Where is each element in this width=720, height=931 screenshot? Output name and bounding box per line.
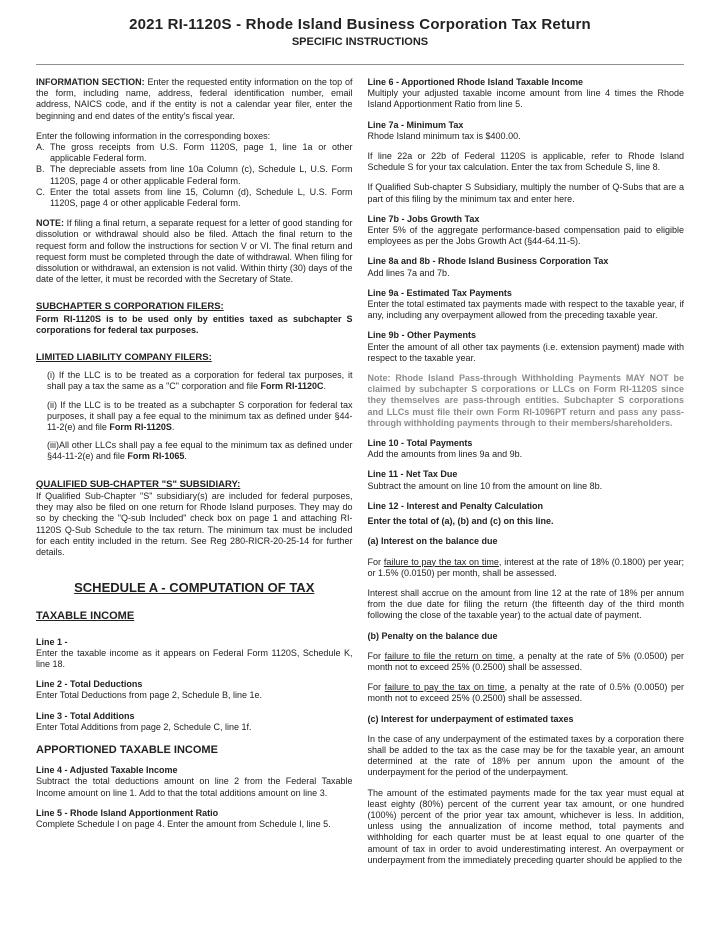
b-para1-underlined: failure to file the return on time [384, 650, 513, 661]
line-5-title: Line 5 - Rhode Island Apportionment Ratio [36, 807, 219, 818]
llc-item-ii-post: . [171, 422, 175, 433]
llc-item-i-post: . [323, 381, 327, 392]
page-subtitle: SPECIFIC INSTRUCTIONS [291, 36, 429, 48]
line-2-title: Line 2 - Total Deductions [36, 679, 143, 690]
llc-item-ii-form: Form RI-1120S [109, 422, 172, 433]
box-item-c-text: Enter the total assets from line 15, Column (d), Schedule L, U.S. Form 1120S, page 4 or other applicable Federal form. [50, 186, 353, 209]
two-column-layout [36, 77, 684, 875]
llc-item-i [36, 370, 353, 392]
line-7b-body: Enter 5% of the aggregate performance-based compensation paid to eligible employees as per the Jobs Growth Act (§44-64.11-5). [367, 225, 684, 247]
line-9b-body: Enter the amount of all other tax payments (i.e. extension payment) made with respect to the taxable year. [367, 341, 684, 363]
schedule-a-heading: SCHEDULE A - COMPUTATION OF TAX [74, 580, 315, 596]
line-10-body: Add the amounts from lines 9a and 9b. [367, 449, 523, 460]
information-section-paragraph [36, 77, 353, 122]
penalty-balance-due-paragraph-2 [368, 682, 685, 704]
interest-balance-due-paragraph-1 [368, 557, 685, 579]
line-9b-title: Line 9b - Other Payments [367, 330, 477, 341]
box-item-b [36, 164, 353, 186]
a-para1-post: , interest at the rate of 18% (0.1800) per year; or 1.5% (0.0150) per month, shall be assessed. [367, 556, 684, 578]
penalty-balance-due-heading: (b) Penalty on the balance due [367, 630, 498, 641]
final-return-note [36, 218, 353, 285]
line-11-body: Subtract the amount on line 10 from the amount on line 8b. [367, 480, 603, 491]
line-5-body: Complete Schedule I on page 4. Enter the amount from Schedule I, line 5. [36, 818, 331, 829]
information-section-lead: INFORMATION SECTION: [36, 77, 145, 87]
line-11-title: Line 11 - Net Tax Due [367, 469, 458, 480]
b-para2-underlined: failure to pay the tax on time [384, 682, 505, 693]
llc-filers-heading: LIMITED LIABILITY COMPANY FILERS: [36, 352, 212, 364]
llc-item-iii-form: Form RI-1065 [127, 451, 185, 462]
final-return-note-text: If filing a final return, a separate request for a letter of good standing for dissolution or withdrawal should also be filed. Attach the final return to the request form and follow the instructions for section V or VI. The final return and request form must be completed through the date of withdrawal. When filing for dissolution or withdrawal, an extension is not valid. Within thirty (30) days of the date of the letter, it must be recorded with the Secretary of State. [36, 218, 353, 285]
line-9a-title: Line 9a - Estimated Tax Payments [367, 287, 512, 298]
line-7a-qsub-paragraph: If Qualified Sub-chapter S Subsidiary, multiply the number of Q-Subs that are a part of this filing by the minimum tax and enter here. [367, 182, 684, 204]
line-8-body: Add lines 7a and 7b. [367, 267, 450, 278]
b-para2-pre: For [367, 682, 385, 693]
information-section-text: Enter the requested entity information on the top of the form, including name, address, federal identification number, email address, NAICS code, and if the entity is not a calendar year filer, enter the beginning and end dates of the entity's fiscal year. [36, 77, 353, 121]
box-item-a [36, 142, 353, 164]
a-para1-underlined: failure to pay the tax on time [383, 556, 499, 567]
line-3-title: Line 3 - Total Additions [36, 710, 135, 721]
page-title: 2021 RI-1120S - Rhode Island Business Corporation Tax Return [129, 16, 591, 33]
line-6-title: Line 6 - Apportioned Rhode Island Taxable Income [367, 77, 584, 87]
left-column [36, 77, 353, 875]
b-para1-post: , a penalty at the rate of 5% (0.0500) per month not to exceed 25% (0.2500) shall be assessed. [367, 650, 684, 672]
subchapter-s-filers-text: Form RI-1120S is to be used only by entities taxed as subchapter S corporations for federal tax purposes. [36, 313, 353, 335]
box-item-c [36, 187, 353, 209]
taxable-income-heading: TAXABLE INCOME [36, 610, 135, 623]
line-2-body: Enter Total Deductions from page 2, Schedule B, line 1e. [36, 690, 262, 701]
b-para2-post: , a penalty at the rate of 0.5% (0.0050) per month not to exceed 25% (0.2500) shall be assessed. [367, 682, 685, 704]
box-item-a-text: The gross receipts from U.S. Form 1120S, page 1, line 1a or other applicable Federal form. [50, 142, 353, 164]
line-1-body: Enter the taxable income as it appears on Federal Form 1120S, Schedule K, line 18. [36, 647, 353, 669]
llc-item-iii-post: . [184, 451, 187, 462]
box-item-b-text: The depreciable assets from line 10a Column (c), Schedule L, U.S. Form 1120S, page 4 or other applicable Federal form. [50, 164, 353, 186]
box-item-a-label: A. [36, 142, 45, 153]
apportioned-taxable-income-heading: APPORTIONED TAXABLE INCOME [36, 743, 218, 756]
line-4-body: Subtract the total deductions amount on line 2 from the Federal Taxable Income amount on line 1. Add to that the total additions amount on line 3. [36, 776, 353, 798]
line-6-body: Multiply your adjusted taxable income amount from line 4 times the Rhode Island Apportionment Ratio from line 5. [367, 88, 684, 110]
llc-item-iii [36, 440, 353, 462]
line-12-title: Line 12 - Interest and Penalty Calculation [367, 500, 544, 511]
box-item-c-label: C. [36, 186, 45, 197]
line-9a-body: Enter the total estimated tax payments made with respect to the taxable year, if any, including any overpayment allowed from the preceding taxable year. [367, 299, 684, 321]
llc-item-i-text: (i) If the LLC is to be treated as a corporation for federal tax purposes, it shall pay a tax the same as a "C" corporation and file [47, 370, 353, 392]
qsub-text: If Qualified Sub-Chapter "S" subsidiary(s) are included for federal purposes, they may also be filed on one return for Rhode Island purposes. They may do so by checking the "Q-sub Included" check box on page 1 and attaching RI-1120S Q-Sub Schedule to the tax return. The minimum tax must be included for each entity included in the return. See Reg 280-RICR-20-25-14 for further details. [36, 490, 353, 557]
underpayment-paragraph-1: In the case of any underpayment of the estimated taxes by a corporation there shall be added to the tax as the case may be for the taxable year, an amount determined at the rate of 18% per annum upon the amount of the underpayment for the period of the underpayment. [367, 733, 684, 778]
underpayment-heading: (c) Interest for underpayment of estimated taxes [367, 713, 574, 724]
subchapter-s-filers-heading: SUBCHAPTER S CORPORATION FILERS: [36, 301, 224, 313]
line-3-body: Enter Total Additions from page 2, Schedule C, line 1f. [36, 721, 252, 732]
passthrough-withholding-note: Note: Rhode Island Pass-through Withholding Payments MAY NOT be claimed by subchapter S corporations or LLCs on Form RI-1120S since they themselves are pass-through entities. Subchapter S corporations and LLCs must file their own Form RI-1096PT return and pass any pass-through withholding payments through to their members/shareholders. [367, 373, 684, 428]
line-10-title: Line 10 - Total Payments [367, 438, 473, 449]
right-column [368, 77, 685, 875]
underpayment-paragraph-2: The amount of the estimated payments made for the tax year must equal at least eighty (80%) percent of the current year tax amount, or one hundred (100%) percent of the prior year tax amount, whichever is less. In addition, unless using the annualization of income method, total payments and withholding for each quarter must be at least equal to one quarter of the amount of tax in order to avoid underestimating interest. An overpayment or underpayment from the immediately preceding quarter should be applied to the [367, 787, 684, 865]
line-8-title: Line 8a and 8b - Rhode Island Business Corporation Tax [367, 256, 609, 267]
header-divider [36, 64, 684, 65]
a-para1-pre: For [367, 556, 384, 567]
b-para1-pre: For [367, 650, 385, 661]
line-12-total-instruction: Enter the total of (a), (b) and (c) on this line. [367, 516, 554, 527]
box-item-b-label: B. [36, 164, 45, 175]
interest-balance-due-paragraph-2: Interest shall accrue on the amount from line 12 at the rate of 18% per annum from the due date for filing the return (the fifteenth day of the third month following the close of the taxable year) to the actual date of payment. [367, 587, 684, 621]
llc-item-ii-text: (ii) If the LLC is to be treated as a subchapter S corporation for federal tax purposes, it shall pay a fee equal to the minimum tax as defined under §44-11-2(e) and file [47, 399, 353, 433]
line-7b-title: Line 7b - Jobs Growth Tax [367, 213, 480, 224]
interest-balance-due-heading: (a) Interest on the balance due [367, 536, 498, 547]
penalty-balance-due-paragraph-1 [368, 651, 685, 673]
line-1-title: Line 1 - [36, 636, 68, 647]
line-7a-title: Line 7a - Minimum Tax [367, 119, 464, 130]
final-return-note-lead: NOTE: [36, 218, 64, 229]
qsub-heading: QUALIFIED SUB-CHAPTER "S" SUBSIDIARY: [36, 478, 241, 490]
llc-item-ii [36, 400, 353, 434]
llc-item-iii-text: (iii)All other LLCs shall pay a fee equal to the minimum tax as defined under §44-11-2(e) and file [47, 440, 353, 462]
boxes-intro: Enter the following information in the corresponding boxes: [36, 130, 271, 141]
line-7a-schedule-s-paragraph: If line 22a or 22b of Federal 1120S is applicable, refer to Rhode Island Schedule S for your tax calculation. Enter the tax from Schedule S, line 8. [367, 151, 684, 173]
llc-item-i-form: Form RI-1120C [260, 381, 324, 392]
line-7a-body: Rhode Island minimum tax is $400.00. [367, 130, 521, 141]
line-4-title: Line 4 - Adjusted Taxable Income [36, 765, 178, 776]
